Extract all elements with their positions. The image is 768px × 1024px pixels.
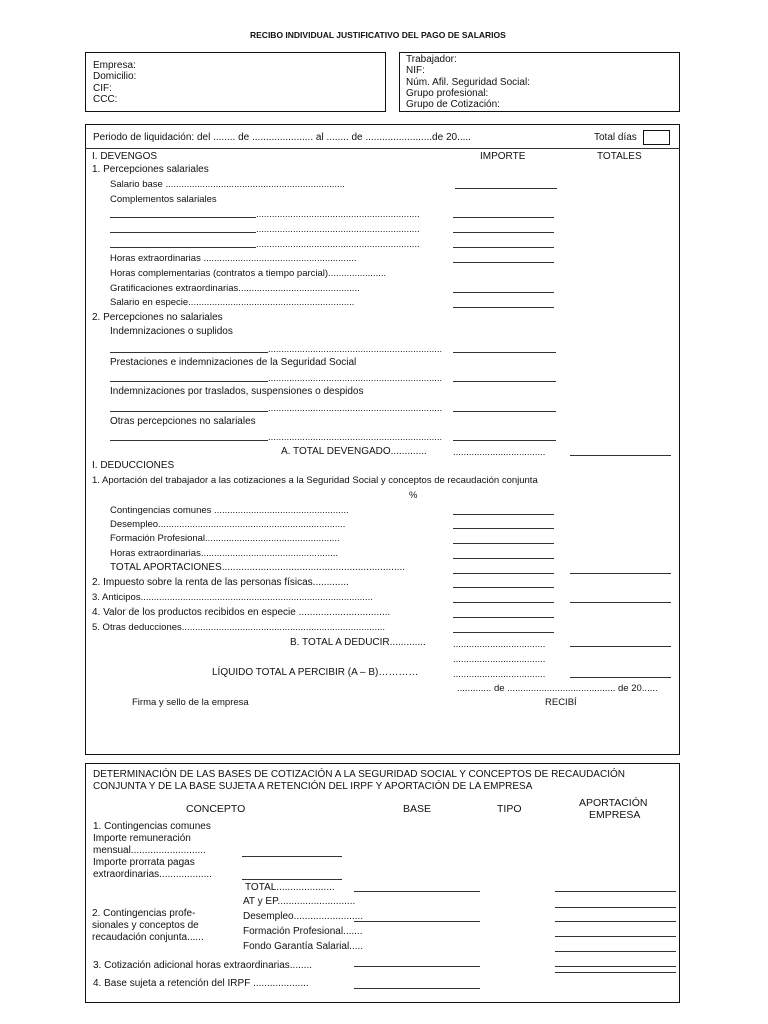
anticipos-label: 3. Anticipos........................................................................................ [92, 592, 373, 603]
prestaciones-field[interactable] [453, 381, 556, 382]
total-deducir-label: B. TOTAL A DEDUCIR............. [290, 637, 426, 648]
cc-mensual-field[interactable] [242, 856, 342, 857]
bases-total-aportacion-field[interactable] [555, 891, 676, 892]
cp-heading-line1: 2. Contingencias profe- [92, 908, 196, 919]
complemento-name-line[interactable] [110, 247, 256, 248]
complemento-name-line[interactable] [110, 217, 256, 218]
horas-adicional-base-field[interactable] [354, 966, 480, 967]
bases-total-base-field[interactable] [354, 891, 480, 892]
ccc-label: CCC: [93, 94, 118, 105]
empresa-label: Empresa: [93, 60, 136, 71]
desempleo-label: Desempleo....................................................................... [110, 519, 346, 530]
prestaciones-label: Prestaciones e indemnizaciones de la Seguridad Social [110, 357, 357, 368]
indemnizaciones-field[interactable] [453, 352, 556, 353]
cp-base-field[interactable] [354, 921, 480, 922]
formacion-field[interactable] [453, 543, 554, 544]
complemento-dots: .............................................................. [256, 239, 420, 250]
cp-formacion-label: Formación Profesional....... [243, 926, 363, 937]
recibi-label: RECIBÍ [545, 697, 577, 708]
total-deducir-field[interactable] [570, 646, 671, 647]
irpf-base-label: 4. Base sujeta a retención del IRPF .................... [93, 978, 309, 989]
total-dias-label: Total días [594, 132, 637, 143]
grupo-profesional-label: Grupo profesional: [406, 88, 489, 99]
total-dias-field[interactable] [643, 130, 670, 145]
indemnizaciones-dots: .................................................................. [268, 344, 443, 355]
salario-especie-field[interactable] [453, 307, 554, 308]
total-deducir-dots-2: ................................... [453, 654, 546, 665]
aportacion-heading: 1. Aportación del trabajador a las cotizaciones a la Seguridad Social y conceptos de recaudación conjunta [92, 475, 538, 486]
complemento-amount-field[interactable] [453, 232, 554, 233]
cp-desempleo-aportacion-field[interactable] [555, 921, 676, 922]
cp-desempleo-label: Desempleo......................... [243, 911, 364, 922]
otras-percepciones-name-line[interactable] [110, 440, 268, 441]
cc-mensual-label: mensual........................... [93, 845, 206, 856]
complemento-dots: .............................................................. [256, 209, 420, 220]
complementos-label: Complementos salariales [110, 194, 217, 205]
liquido-total-dots: ................................... [453, 669, 546, 680]
concepto-column-header: CONCEPTO [186, 803, 246, 815]
period-text: Periodo de liquidación: del ........ de ...................... al ........ de ........................de 20..... [93, 132, 471, 143]
horas-adicional-aportacion-field-2[interactable] [555, 972, 676, 973]
cp-formacion-aportacion-field[interactable] [555, 936, 676, 937]
complemento-name-line[interactable] [110, 232, 256, 233]
empresa-column-header: EMPRESA [589, 809, 641, 821]
cp-fogasa-label: Fondo Garantía Salarial..... [243, 941, 364, 952]
horas-complementarias-label: Horas complementarias (contratos a tiempo parcial)...................... [110, 268, 387, 279]
cc-remuneracion-label: Importe remuneración [93, 833, 191, 844]
deducciones-heading: I. DEDUCCIONES [92, 460, 175, 471]
percepciones-salariales-heading: 1. Percepciones salariales [92, 164, 209, 175]
afiliacion-label: Núm. Afil. Seguridad Social: [406, 77, 530, 88]
total-aportaciones-importe-field[interactable] [453, 573, 554, 574]
otras-percepciones-label: Otras percepciones no salariales [110, 416, 256, 427]
salario-base-field[interactable] [455, 188, 557, 189]
complemento-dots: .............................................................. [256, 224, 420, 235]
cif-label: CIF: [93, 83, 112, 94]
grupo-cotizacion-label: Grupo de Cotización: [406, 99, 500, 110]
total-deducir-dots: ................................... [453, 639, 546, 650]
indemnizaciones-label: Indemnizaciones o suplidos [110, 326, 233, 337]
horas-adicional-label: 3. Cotización adicional horas extraordinarias........ [93, 960, 312, 971]
at-ep-aportacion-field[interactable] [555, 907, 676, 908]
percent-header: % [409, 490, 418, 501]
tipo-column-header: TIPO [497, 803, 522, 815]
importe-column-header: IMPORTE [480, 151, 526, 162]
prestaciones-name-line[interactable] [110, 381, 268, 382]
prestaciones-dots: .................................................................. [268, 373, 443, 384]
base-column-header: BASE [403, 803, 432, 815]
horas-extraordinarias-field[interactable] [453, 262, 554, 263]
nif-label: NIF: [406, 65, 425, 76]
bases-title-line2: CONJUNTA Y DE LA BASE SUJETA A RETENCIÓN DEL IRPF Y APORTACIÓN DE LA EMPRESA [93, 781, 533, 792]
liquido-total-field[interactable] [570, 677, 671, 678]
cp-fogasa-aportacion-field[interactable] [555, 951, 676, 952]
gratificaciones-field[interactable] [453, 292, 554, 293]
irpf-field[interactable] [453, 587, 554, 588]
traslados-name-line[interactable] [110, 411, 268, 412]
total-devengado-dots: ................................... [453, 447, 546, 458]
complemento-amount-field[interactable] [453, 247, 554, 248]
otras-percepciones-field[interactable] [453, 440, 556, 441]
anticipos-total-field[interactable] [570, 602, 671, 603]
bases-title-line1: DETERMINACIÓN DE LAS BASES DE COTIZACIÓN A LA SEGURIDAD SOCIAL Y CONCEPTOS DE RECAUDACIÓN [93, 769, 625, 780]
otras-deducciones-field[interactable] [453, 632, 554, 633]
salario-base-label: Salario base .................................................................... [110, 179, 345, 190]
gratificaciones-label: Gratificaciones extraordinarias.............................................. [110, 283, 360, 294]
anticipos-field[interactable] [453, 602, 554, 603]
document-title: RECIBO INDIVIDUAL JUSTIFICATIVO DEL PAGO DE SALARIOS [250, 30, 506, 40]
salario-especie-label: Salario en especie............................................................... [110, 297, 355, 308]
contingencias-comunes-label: Contingencias comunes ................................................... [110, 505, 349, 516]
productos-especie-label: 4. Valor de los productos recibidos en especie ................................. [92, 607, 391, 618]
percepciones-no-salariales-heading: 2. Percepciones no salariales [92, 312, 223, 323]
totales-column-header: TOTALES [597, 151, 642, 162]
aportacion-column-header: APORTACIÓN [579, 797, 648, 809]
signature-date-line[interactable]: ............. de ......................................... de 20...... [457, 683, 658, 694]
indemnizaciones-name-line[interactable] [110, 352, 268, 353]
horas-adicional-aportacion-field[interactable] [555, 966, 676, 967]
horas-extraordinarias-ded-field[interactable] [453, 558, 554, 559]
total-devengado-label: A. TOTAL DEVENGADO............. [281, 446, 427, 457]
cp-heading-line2: sionales y conceptos de [92, 920, 199, 931]
complemento-amount-field[interactable] [453, 217, 554, 218]
traslados-dots: .................................................................. [268, 403, 443, 414]
traslados-field[interactable] [453, 411, 556, 412]
at-ep-label: AT y EP............................ [243, 896, 356, 907]
cc-prorrata-label: Importe prorrata pagas [93, 857, 195, 868]
irpf-label: 2. Impuesto sobre la renta de las personas físicas............. [92, 577, 349, 588]
cp-heading-line3: recaudación conjunta...... [92, 932, 204, 943]
trabajador-label: Trabajador: [406, 54, 457, 65]
total-aportaciones-total-field[interactable] [570, 573, 671, 574]
cc-extraordinarias-field[interactable] [242, 879, 342, 880]
domicilio-label: Domicilio: [93, 71, 137, 82]
total-devengado-field[interactable] [570, 455, 671, 456]
devengos-heading: I. DEVENGOS [92, 151, 158, 162]
cc-heading: 1. Contingencias comunes [93, 821, 211, 832]
cc-extraordinarias-label: extraordinarias................... [93, 869, 212, 880]
formacion-label: Formación Profesional................................................... [110, 533, 340, 544]
otras-deducciones-label: 5. Otras deducciones............................................................................. [92, 622, 386, 633]
horas-extraordinarias-ded-label: Horas extraordinarias.................................................... [110, 548, 339, 559]
productos-especie-field[interactable] [453, 617, 554, 618]
bases-total-label: TOTAL..................... [245, 882, 335, 893]
liquido-total-label: LÍQUIDO TOTAL A PERCIBIR (A – B)………… [212, 667, 419, 678]
horas-extraordinarias-label: Horas extraordinarias .......................................................... [110, 253, 357, 264]
firma-sello-label: Firma y sello de la empresa [132, 697, 249, 708]
otras-percepciones-dots: .................................................................. [268, 432, 443, 443]
irpf-base-field[interactable] [354, 988, 480, 989]
desempleo-field[interactable] [453, 528, 554, 529]
period-divider [85, 148, 680, 149]
contingencias-comunes-field[interactable] [453, 514, 554, 515]
traslados-label: Indemnizaciones por traslados, suspensiones o despidos [110, 386, 364, 397]
total-aportaciones-label: TOTAL APORTACIONES.................................................................. [110, 562, 406, 573]
